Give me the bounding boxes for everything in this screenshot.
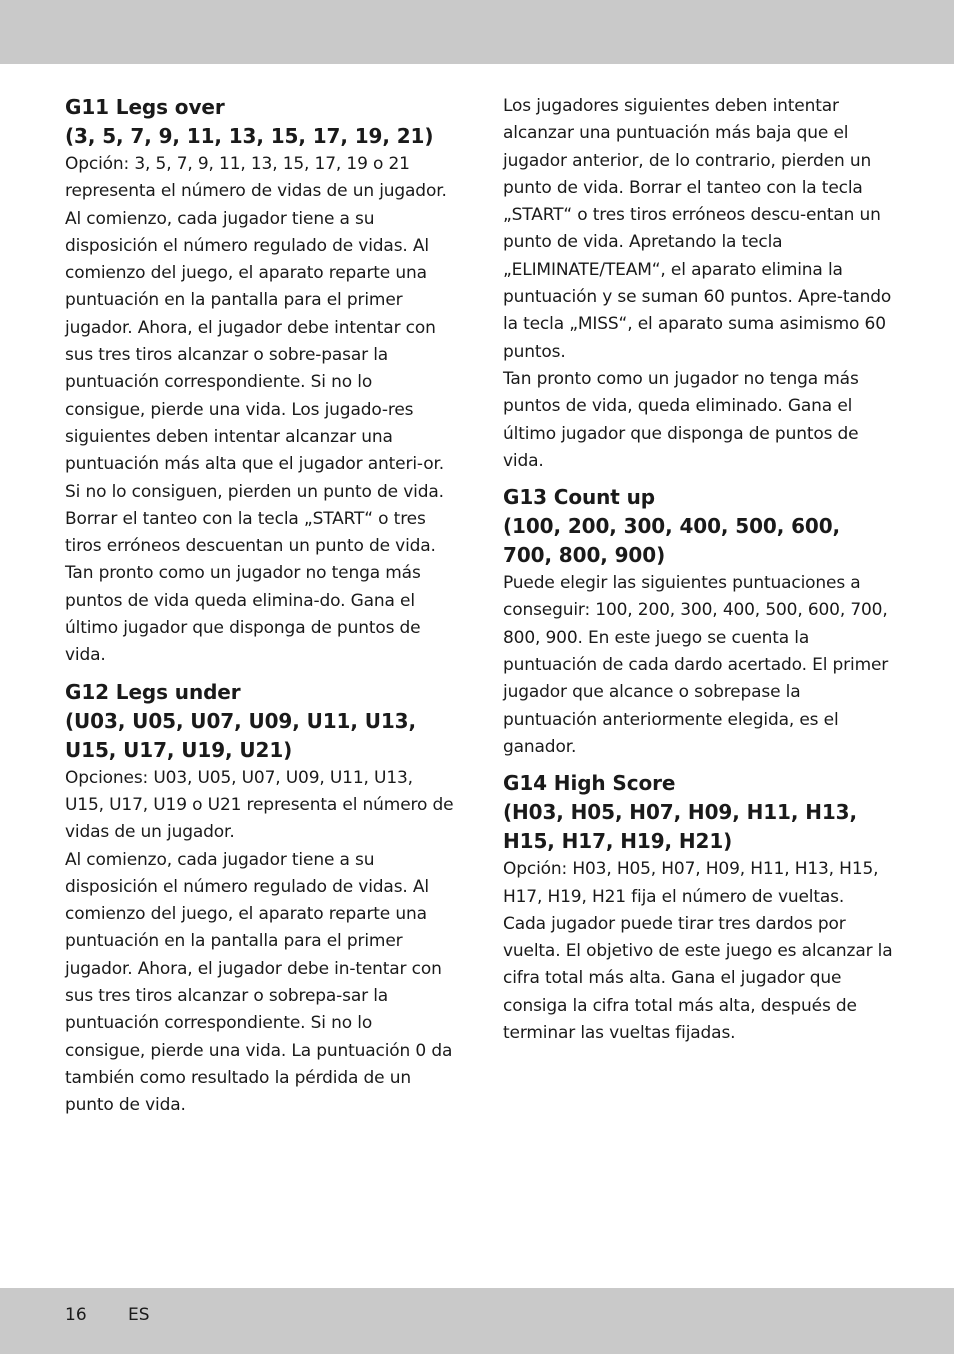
section-g13 <box>503 483 893 761</box>
page-number: 16 <box>65 1305 87 1325</box>
header-band <box>0 0 954 64</box>
section-title-options: (100, 200, 300, 400, 500, 600, <box>503 514 841 539</box>
section-title: G13 Count up <box>503 485 655 510</box>
section-g12 <box>65 678 457 1120</box>
section-g14 <box>503 769 893 1047</box>
paragraph: Opción: 3, 5, 7, 9, 11, 13, 15, 17, 19 o 21 representa el número de vidas de un jugador. <box>65 154 447 202</box>
section-title-options: (U03, U05, U07, U09, U11, U13, <box>65 708 416 733</box>
left-column <box>65 93 457 1128</box>
paragraph: Los jugadores siguientes deben intentar alcanzar una puntuación más baja que el jugador anterior, de lo contrario, pierden un punto de vida. Borrar el tanteo con la tecla „START“ o tres tiros erróneos descu-entan un punto de vida. Apretando la tecla „ELIMINATE/TEAM“, el aparato elimina la puntuación y se suman 60 puntos. Apre-tando la tecla „MISS“, el aparato suma asimismo 60 puntos. <box>503 96 892 362</box>
section-title: G14 High Score <box>503 771 676 796</box>
section-title: G12 Legs under <box>65 679 241 704</box>
right-column <box>503 93 893 1055</box>
paragraph: Al comienzo, cada jugador tiene a su disposición el número regulado de vidas. Al comienzo del juego, el aparato reparte una puntuación en la pantalla para el primer jugador. Ahora, el jugador debe in-tentar con sus tres tiros alcanzar o sobrepa-sar la puntuación correspondiente. Si no lo consigue, pierde una vida. La puntuación 0 da también como resultado la pérdida de un punto de vida. <box>65 849 453 1116</box>
paragraph: Al comienzo, cada jugador tiene a su disposición el número regulado de vidas. Al comienzo del juego, el aparato reparte una puntuación en la pantalla para el primer jugador. Ahora, el jugador debe intentar con sus tres tiros alcanzar o sobre-pasar la puntuación correspondiente. Si no lo consigue, pierde una vida. Los jugado-res siguientes deben intentar alcanzar una puntuación más alta que el jugador anteri-or. Si no lo consiguen, pierden un punto de vida. Borrar el tanteo con la tecla „START“ o tres tiros erróneos descuentan un punto de vida. Tan pronto como un jugador no tenga más puntos de vida queda elimina-do. Gana el último jugador que disponga de puntos de vida. <box>65 208 444 666</box>
section-title-options: (3, 5, 7, 9, 11, 13, 15, 17, 19, 21) <box>65 124 434 148</box>
paragraph: Opción: H03, H05, H07, H09, H11, H13, H15, H17, H19, H21 fija el número de vueltas. <box>503 859 879 907</box>
section-title-options: H15, H17, H19, H21) <box>503 829 733 854</box>
section-title-options: (H03, H05, H07, H09, H11, H13, <box>503 800 857 825</box>
paragraph: Puede elegir las siguientes puntuaciones a conseguir: 100, 200, 300, 400, 500, 600, 700, 800, 900. En este juego se cuenta la puntuación de cada dardo acertado. El primer jugador que alcance o sobrepase la puntuación anteriormente elegida, es el ganador. <box>503 573 889 757</box>
language-code: ES <box>128 1305 150 1325</box>
paragraph: Opciones: U03, U05, U07, U09, U11, U13, U15, U17, U19 o U21 representa el número de vidas de un jugador. <box>65 767 454 843</box>
paragraph: Tan pronto como un jugador no tenga más puntos de vida, queda eliminado. Gana el último jugador que disponga de puntos de vida. <box>503 368 859 471</box>
paragraph: Cada jugador puede tirar tres dardos por vuelta. El objetivo de este juego es alcanzar la cifra total más alta. Gana el jugador que consiga la cifra total más alta, después de terminar las vueltas fijadas. <box>503 913 893 1044</box>
section-title-options: 700, 800, 900) <box>503 543 666 568</box>
section-g12-continued <box>503 93 893 475</box>
section-title-options: U15, U17, U19, U21) <box>65 737 293 762</box>
section-g11 <box>65 93 457 670</box>
section-title: G11 Legs over <box>65 95 225 119</box>
